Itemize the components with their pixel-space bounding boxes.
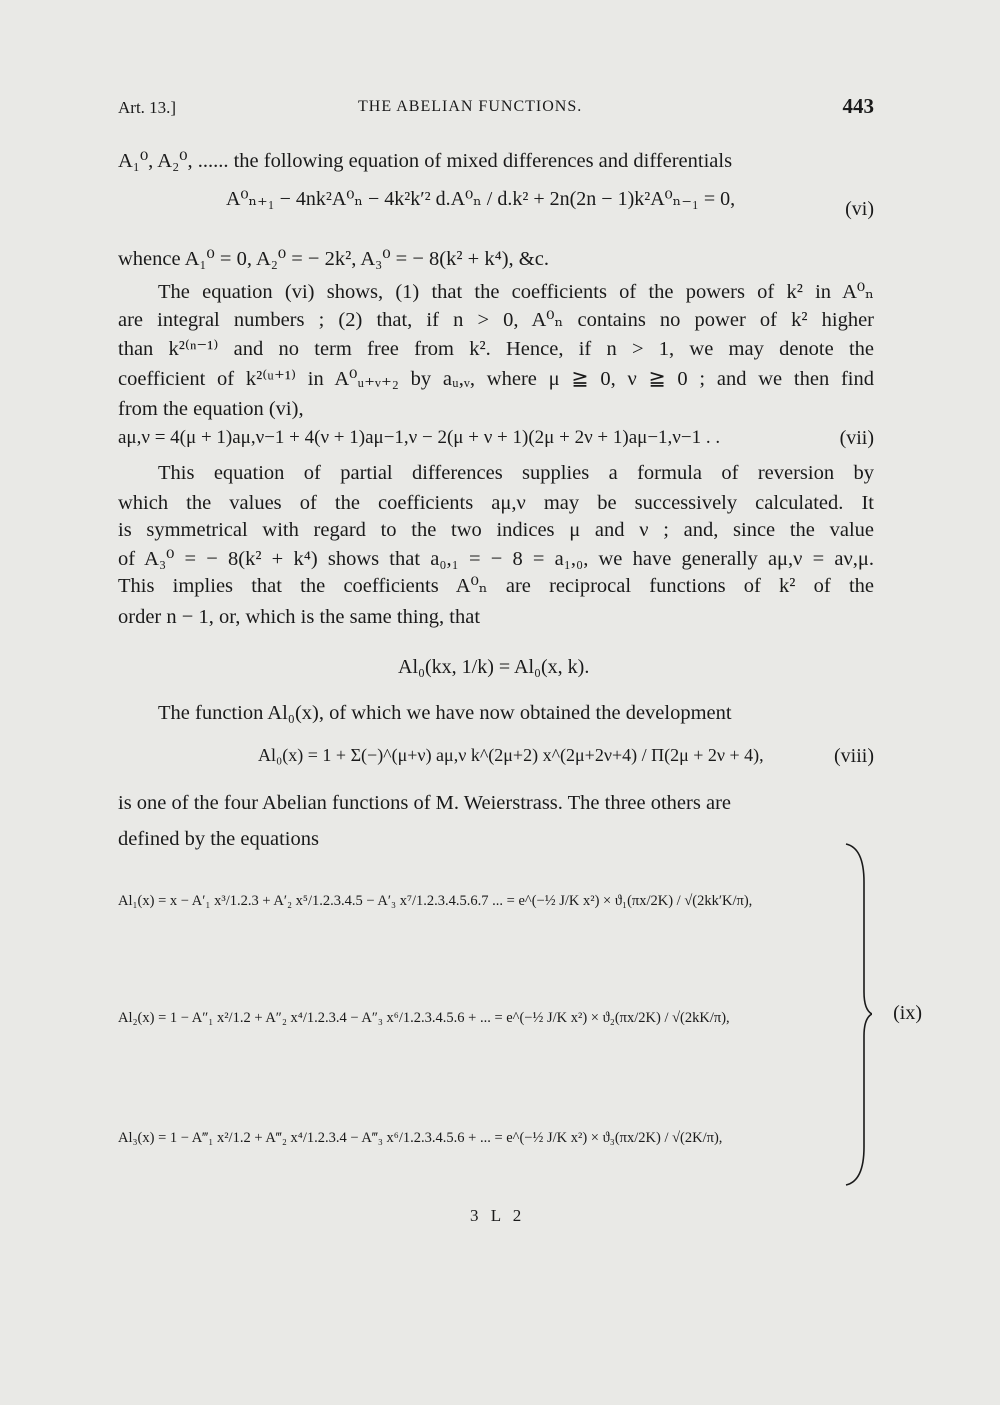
paragraph-line: of A₃⁰ = − 8(k² + k⁴) shows that a₀,₁ = − 8 = a₁,₀, we have generally aμ,ν = aν,μ. [118, 548, 874, 570]
equation-vi: A⁰ₙ₊₁ − 4nk²A⁰ₙ − 4k²k′² d.A⁰ₙ / d.k² + 2n(2n − 1)k²A⁰ₙ₋₁ = 0, [226, 188, 736, 210]
right-brace [842, 842, 872, 1187]
running-title: THE ABELIAN FUNCTIONS. [358, 98, 583, 115]
article-ref: Art. 13.] [118, 98, 177, 117]
paragraph-line: from the equation (vi), [118, 398, 304, 420]
paragraph-line: coefficient of k²⁽ᵘ⁺¹⁾ in A⁰ᵤ₊ᵥ₊₂ by aᵤ,ᵥ, where μ ≧ 0, ν ≧ 0 ; and we then find [118, 368, 874, 390]
equation-ix-al2: Al₂(x) = 1 − A″₁ x²/1.2 + A″₂ x⁴/1.2.3.4 − A″₃ x⁶/1.2.3.4.5.6 + ... = e^(−½ J/K x²) × ϑ₂(πx/2K) / √(2kK/π), [118, 1010, 730, 1026]
paragraph-line: This equation of partial differences supplies a formula of reversion by [158, 462, 874, 484]
equation-ix-al1: Al₁(x) = x − A′₁ x³/1.2.3 + A′₂ x⁵/1.2.3.4.5 − A′₃ x⁷/1.2.3.4.5.6.7 ... = e^(−½ J/K x²) × ϑ₁(πx/2K) / √(2kk′K/π), [118, 893, 753, 909]
paragraph-line: This implies that the coefficients A⁰ₙ are reciprocal functions of k² of the [118, 575, 874, 597]
paragraph-line: defined by the equations [118, 828, 319, 850]
paragraph-line: than k²⁽ⁿ⁻¹⁾ and no term free from k². Hence, if n > 1, we may denote the [118, 338, 874, 360]
equation-viii: Al₀(x) = 1 + Σ(−)^(μ+ν) aμ,ν k^(2μ+2) x^(2μ+2ν+4) / Π(2μ + 2ν + 4), [258, 745, 764, 765]
signature-mark: 3 L 2 [470, 1206, 526, 1225]
paragraph-line: is one of the four Abelian functions of M. Weierstrass. The three others are [118, 792, 731, 814]
text-line: A₁⁰, A₂⁰, ...... the following equation of mixed differences and differentials [118, 150, 733, 172]
equation-number-vii: (vii) [839, 427, 874, 449]
equation-number-viii: (viii) [834, 745, 874, 767]
page-number: 443 [842, 94, 874, 118]
running-header [118, 94, 874, 128]
paragraph-line: are integral numbers ; (2) that, if n > 0, A⁰ₙ contains no power of k² higher [118, 309, 874, 331]
text-line: whence A₁⁰ = 0, A₂⁰ = − 2k², A₃⁰ = − 8(k² + k⁴), &c. [118, 248, 549, 270]
paragraph-line: which the values of the coefficients aμ,ν may be successively calculated. It [118, 492, 874, 514]
equation-vii: aμ,ν = 4(μ + 1)aμ,ν−1 + 4(ν + 1)aμ−1,ν − 2(μ + ν + 1)(2μ + 2ν + 1)aμ−1,ν−1 . . [118, 427, 721, 448]
paragraph-line: The function Al₀(x), of which we have now obtained the development [158, 702, 732, 724]
paragraph-line: is symmetrical with regard to the two indices μ and ν ; and, since the value [118, 519, 874, 541]
equation-number-vi: (vi) [845, 198, 874, 220]
equation-ix-al3: Al₃(x) = 1 − A‴₁ x²/1.2 + A‴₂ x⁴/1.2.3.4 − A‴₃ x⁶/1.2.3.4.5.6 + ... = e^(−½ J/K x²) × ϑ₃(πx/2K) / √(2K/π), [118, 1130, 723, 1146]
paragraph-line: The equation (vi) shows, (1) that the coefficients of the powers of k² in A⁰ₙ [158, 281, 874, 303]
paragraph-line: order n − 1, or, which is the same thing, that [118, 606, 481, 628]
equation-reciprocal: Al₀(kx, 1/k) = Al₀(x, k). [398, 656, 590, 678]
equation-number-ix: (ix) [893, 1002, 922, 1024]
